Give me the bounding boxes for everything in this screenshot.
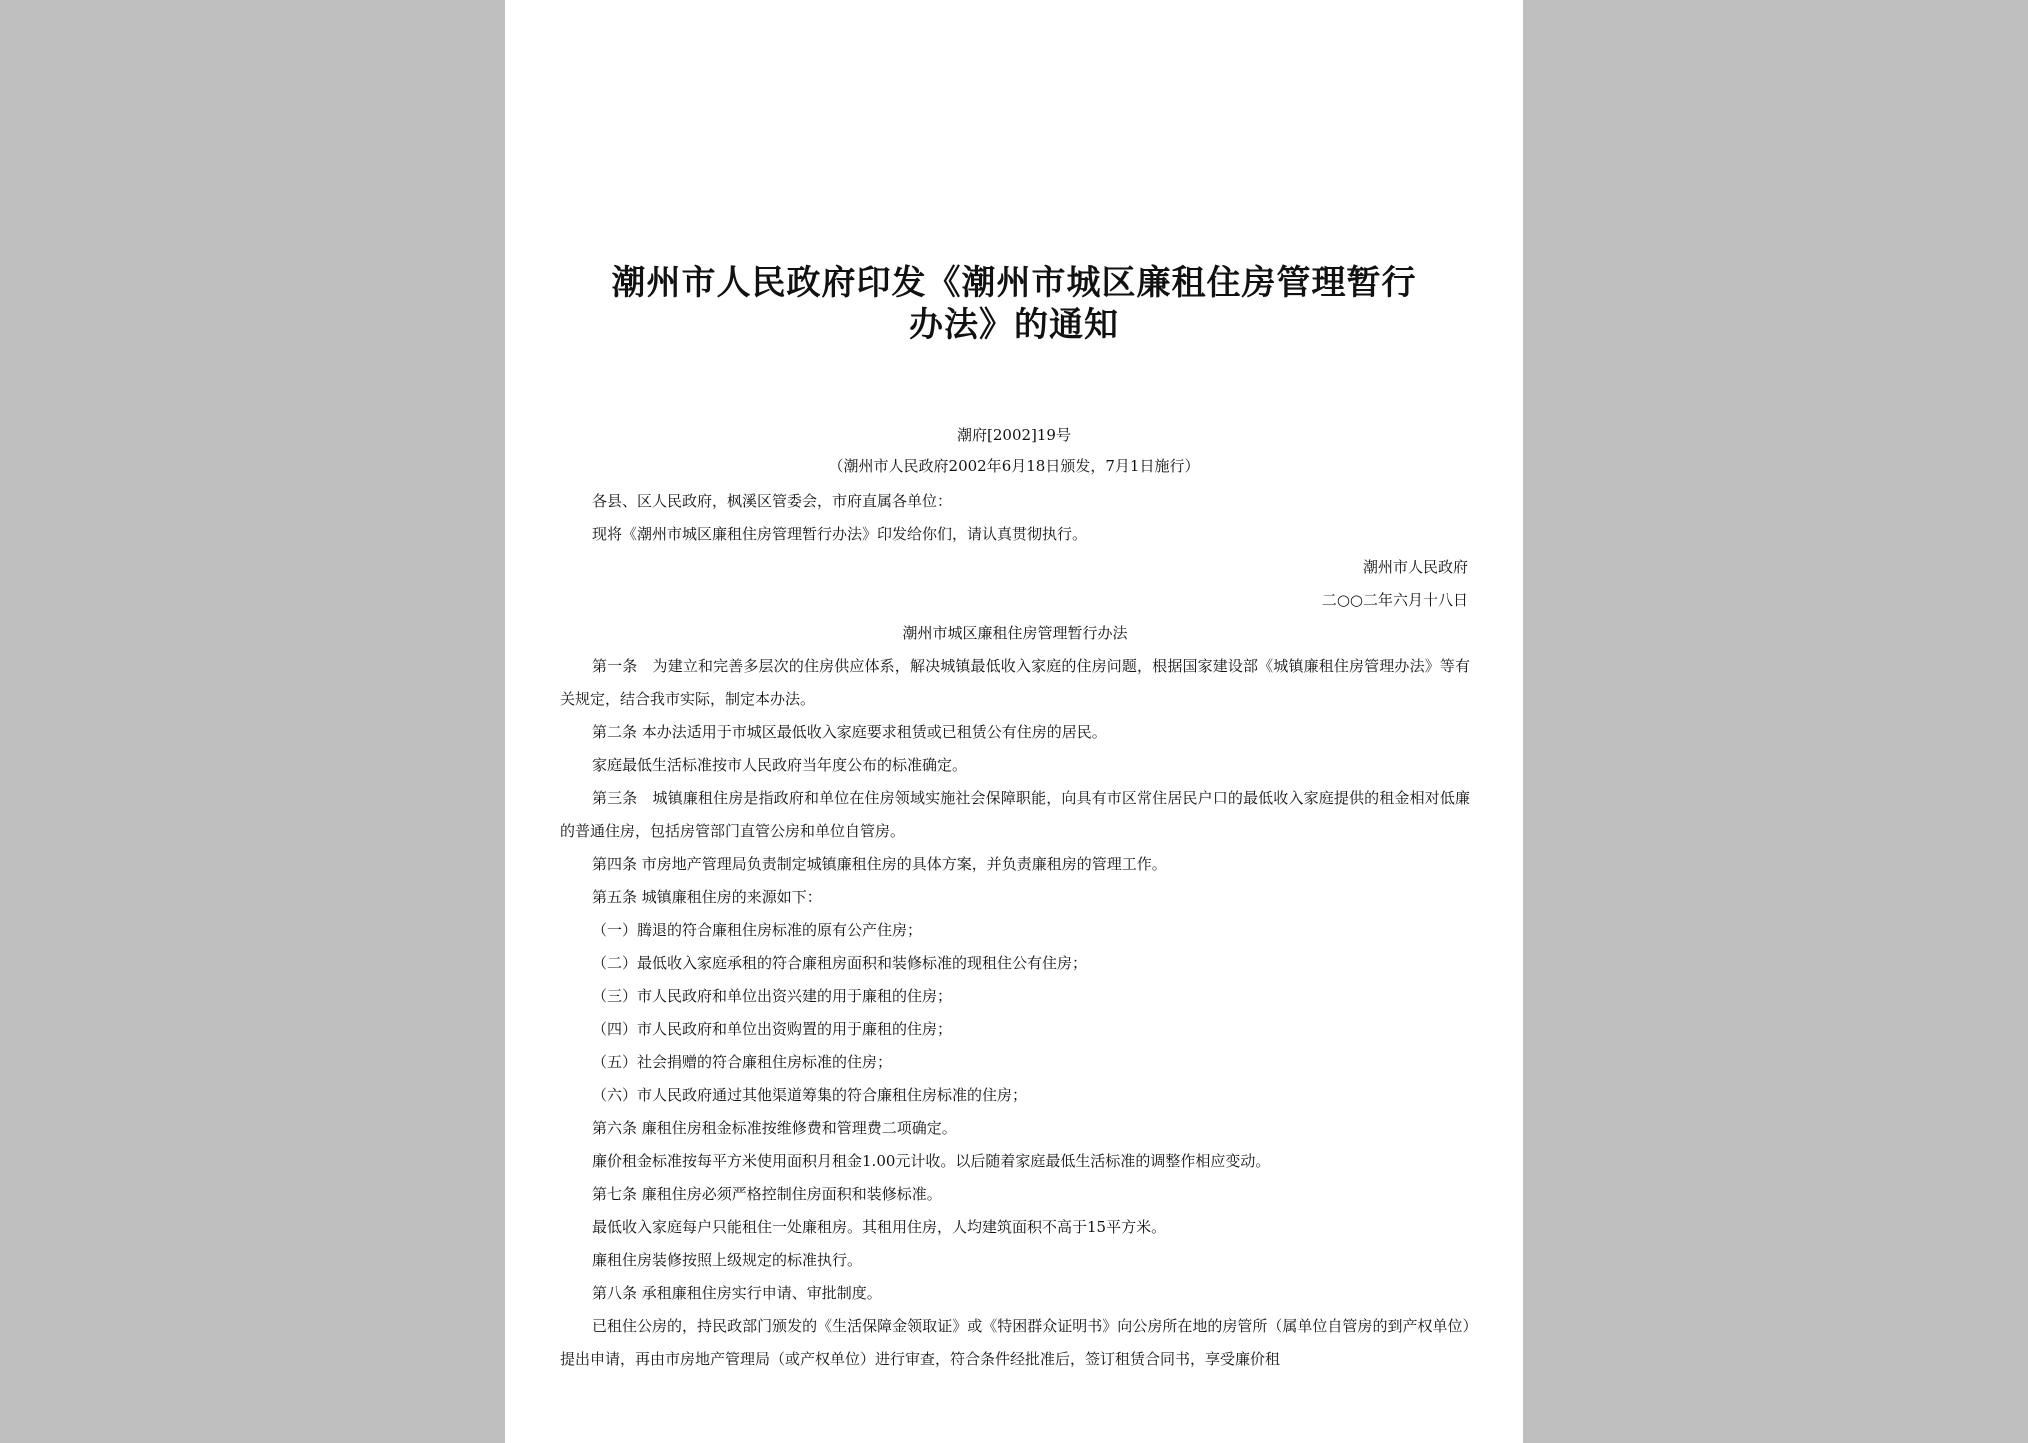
document-number: 潮府[2002]19号: [957, 426, 1071, 444]
article-paragraph: 第七条 廉租住房必须严格控制住房面积和装修标准。: [592, 1185, 942, 1203]
list-item: （三）市人民政府和单位出资兴建的用于廉租的住房；: [592, 987, 953, 1005]
document-title: [565, 262, 1463, 346]
article-paragraph: 已租住公房的，持民政部门颁发的《生活保障金领取证》或《特困群众证明书》向公房所在地的房管所（属单位自管房的到产权单位）提出申请，再由市房地产管理局（或产权单位）进行审查，符合条件经批准后，签订租赁合同书，享受廉价租: [560, 1317, 1470, 1368]
list-item: （五）社会捐赠的符合廉租住房标准的住房；: [592, 1053, 893, 1071]
list-item: （二）最低收入家庭承租的符合廉租房面积和装修标准的现租住公有住房；: [592, 954, 1088, 972]
article-paragraph: 第二条 本办法适用于市城区最低收入家庭要求租赁或已租赁公有住房的居民。: [592, 723, 1107, 741]
document-page: [505, 0, 1523, 1443]
article-paragraph: 家庭最低生活标准按市人民政府当年度公布的标准确定。: [592, 756, 968, 774]
issue-info: （潮州市人民政府2002年6月18日颁发，7月1日施行）: [828, 457, 1200, 475]
list-item: （四）市人民政府和单位出资购置的用于廉租的住房；: [592, 1020, 953, 1038]
article-paragraph: 廉价租金标准按每平方米使用面积月租金1.00元计收。以后随着家庭最低生活标准的调整作相应变动。: [592, 1152, 1271, 1170]
title-line-1: 潮州市人民政府印发《潮州市城区廉租住房管理暂行: [611, 263, 1417, 303]
article-paragraph: 第五条 城镇廉租住房的来源如下：: [592, 888, 822, 906]
article-paragraph: 第八条 承租廉租住房实行申请、审批制度。: [592, 1284, 882, 1302]
article-paragraph: 第三条 城镇廉租住房是指政府和单位在住房领域实施社会保障职能，向具有市区常住居民户口的最低收入家庭提供的租金相对低廉的普通住房，包括房管部门直管公房和单位自管房。: [560, 789, 1470, 840]
article-paragraph: 第四条 市房地产管理局负责制定城镇廉租住房的具体方案，并负责廉租房的管理工作。: [592, 855, 1167, 873]
intro-paragraph: 现将《潮州市城区廉租住房管理暂行办法》印发给你们，请认真贯彻执行。: [592, 525, 1088, 543]
article-paragraph: 第一条 为建立和完善多层次的住房供应体系，解决城镇最低收入家庭的住房问题，根据国家建设部《城镇廉租住房管理办法》等有关规定，结合我市实际，制定本办法。: [560, 657, 1470, 708]
signing-date: 二○○二年六月十八日: [1321, 591, 1468, 609]
article-paragraph: 第六条 廉租住房租金标准按维修费和管理费二项确定。: [592, 1119, 957, 1137]
sub-title: 潮州市城区廉租住房管理暂行办法: [902, 624, 1128, 642]
document-body: [560, 485, 1470, 1376]
title-line-2: 办法》的通知: [909, 305, 1119, 345]
article-paragraph: 廉租住房装修按照上级规定的标准执行。: [592, 1251, 863, 1269]
list-item: （一）腾退的符合廉租住房标准的原有公产住房；: [592, 921, 923, 939]
list-item: （六）市人民政府通过其他渠道筹集的符合廉租住房标准的住房；: [592, 1086, 1028, 1104]
addressee: 各县、区人民政府，枫溪区管委会，市府直属各单位：: [592, 492, 953, 510]
signature: 潮州市人民政府: [1362, 558, 1468, 576]
article-paragraph: 最低收入家庭每户只能租住一处廉租房。其租用住房，人均建筑面积不高于15平方米。: [592, 1218, 1167, 1236]
